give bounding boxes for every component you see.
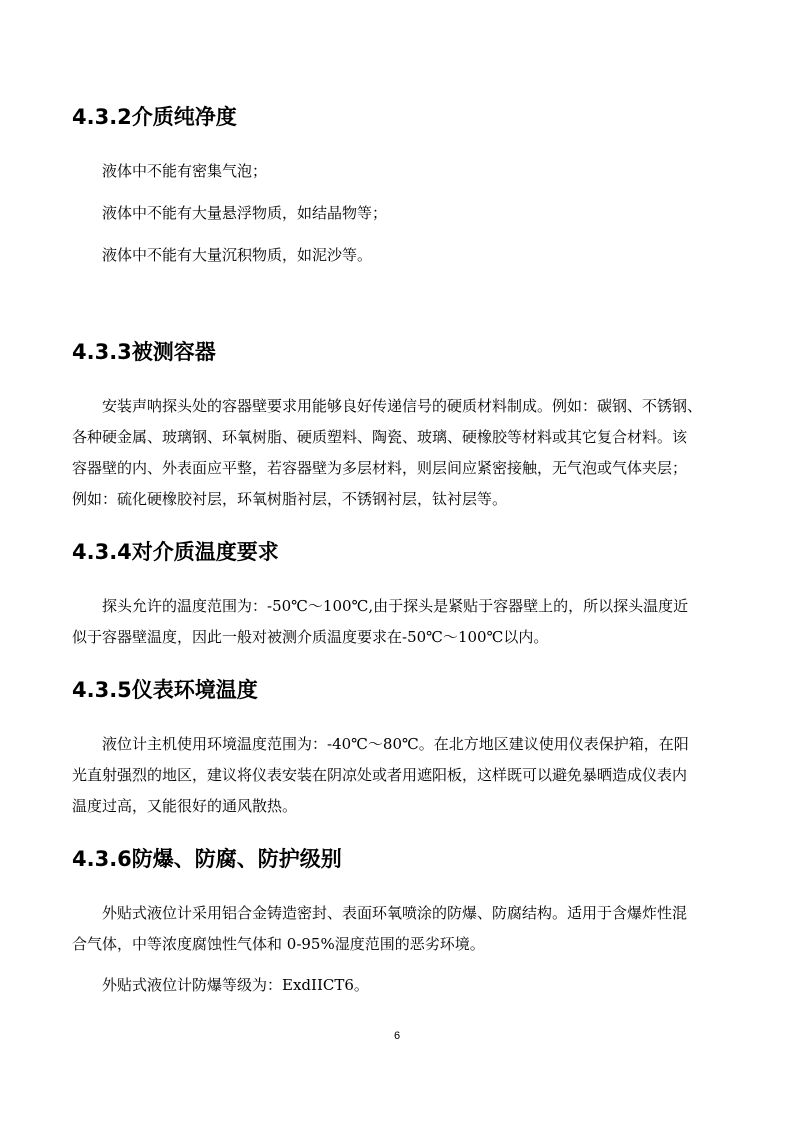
paragraph-line: 探头允许的温度范围为：-50℃～100℃,由于探头是紧贴于容器壁上的，所以探头温度近 xyxy=(102,597,689,615)
page-number: 6 xyxy=(393,1030,401,1042)
section-heading-protection-level: 4.3.6防爆、防腐、防护级别 xyxy=(72,847,342,871)
paragraph-line: 安装声呐探头处的容器壁要求用能够良好传递信号的硬质材料制成。例如：碳钢、不锈钢、 xyxy=(102,397,703,415)
paragraph-line: 似于容器壁温度，因此一般对被测介质温度要求在-50℃～100℃以内。 xyxy=(72,628,549,646)
paragraph-line: 液体中不能有密集气泡； xyxy=(102,162,268,180)
paragraph-line: 温度过高，又能很好的通风散热。 xyxy=(72,797,298,815)
paragraph-line: 光直射强烈的地区，建议将仪表安装在阴凉处或者用遮阳板，这样既可以避免暴晒造成仪表内 xyxy=(72,766,688,784)
paragraph-line: 液体中不能有大量悬浮物质，如结晶物等； xyxy=(102,204,388,222)
paragraph-line: 容器壁的内、外表面应平整，若容器壁为多层材料，则层间应紧密接触，无气泡或气体夹层； xyxy=(72,459,688,477)
section-heading-medium-temperature: 4.3.4对介质温度要求 xyxy=(72,540,279,564)
section-heading-container: 4.3.3被测容器 xyxy=(72,340,216,364)
section-heading-ambient-temperature: 4.3.5仪表环境温度 xyxy=(72,678,258,702)
paragraph-line: 外贴式液位计采用铝合金铸造密封、表面环氧喷涂的防爆、防腐结构。适用于含爆炸性混 xyxy=(102,904,688,922)
paragraph-line: 外贴式液位计防爆等级为：ExdIICT6。 xyxy=(102,976,369,994)
paragraph-line: 各种硬金属、玻璃钢、环氧树脂、硬质塑料、陶瓷、玻璃、硬橡胶等材料或其它复合材料。该 xyxy=(72,428,688,446)
section-heading-purity: 4.3.2介质纯净度 xyxy=(72,105,237,129)
paragraph-line: 液位计主机使用环境温度范围为：-40℃～80℃。在北方地区建议使用仪表保护箱，在阳 xyxy=(102,735,689,753)
paragraph-line: 合气体，中等浓度腐蚀性气体和 0-95%湿度范围的恶劣环境。 xyxy=(72,935,485,953)
paragraph-line: 例如：硫化硬橡胶衬层，环氧树脂衬层，不锈钢衬层，钛衬层等。 xyxy=(72,490,508,508)
paragraph-line: 液体中不能有大量沉积物质，如泥沙等。 xyxy=(102,246,373,264)
